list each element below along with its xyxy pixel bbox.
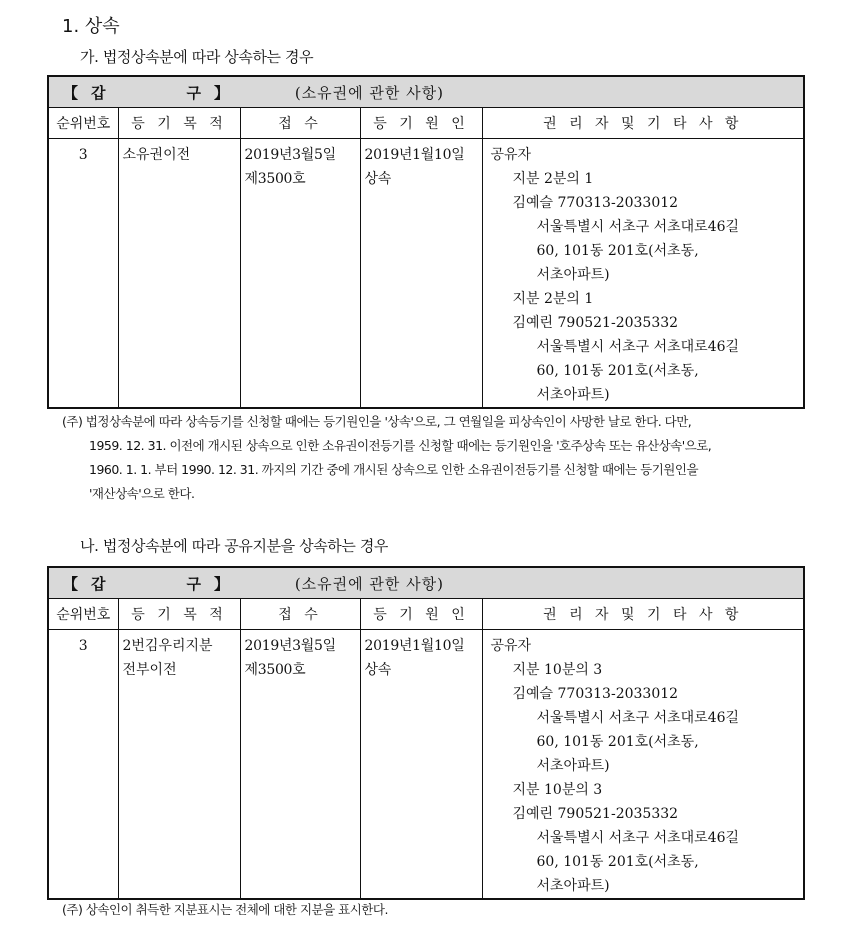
purpose-line: 소유권이전	[122, 147, 191, 163]
cause-date: 2019년1월10일	[364, 147, 465, 163]
rights-line: 김예린 790521-2035332	[512, 806, 679, 822]
col-rank-number: 순위번호	[48, 108, 118, 139]
col-rank-number: 순위번호	[48, 599, 118, 630]
col-receipt: 접 수	[240, 599, 360, 630]
purpose-line: 2번김우리지분	[122, 638, 213, 654]
section-heading: 1. 상속	[62, 16, 120, 37]
cause-type: 상속	[364, 171, 391, 187]
title-cell	[48, 567, 804, 599]
bracket-open: 【	[63, 574, 80, 593]
title-word-gu: 구	[186, 574, 203, 593]
rights-line: 김예린 790521-2035332	[512, 315, 679, 331]
subheading-b: 나. 법정상속분에 따라 공유지분을 상속하는 경우	[80, 537, 389, 555]
rights-line: 서울특별시 서초구 서초대로46길	[536, 339, 740, 355]
table-row	[48, 630, 804, 900]
note-line: (주) 상속인이 취득한 지분표시는 전체에 대한 지분을 표시한다.	[62, 902, 388, 917]
purpose-cell	[118, 139, 240, 409]
note-line: 1959. 12. 31. 이전에 개시된 상속으로 인한 소유권이전등기를 신청할 때에는 등기원인을 '호주상속 또는 유산상속'으로,	[89, 438, 712, 453]
rights-cell	[482, 139, 804, 409]
title-description: (소유권에 관한 사항)	[294, 83, 444, 102]
rights-line: 60, 101동 201호(서초동,	[536, 734, 699, 750]
receipt-number: 제3500호	[244, 662, 306, 678]
receipt-date: 2019년3월5일	[244, 147, 336, 163]
gap-gu-label	[63, 82, 230, 103]
title-cell	[48, 76, 804, 108]
cause-type: 상속	[364, 662, 391, 678]
rights-line: 60, 101동 201호(서초동,	[536, 854, 699, 870]
note-line: 1960. 1. 1. 부터 1990. 12. 31. 까지의 기간 중에 개시된 상속으로 인한 소유권이전등기를 신청할 때에는 등기원인을	[89, 462, 699, 477]
rights-line: 지분 2분의 1	[512, 291, 594, 307]
receipt-number: 제3500호	[244, 171, 306, 187]
cause-date: 2019년1월10일	[364, 638, 465, 654]
rights-line: 지분 10분의 3	[512, 662, 603, 678]
col-cause: 등 기 원 인	[360, 599, 482, 630]
note-b	[62, 898, 822, 922]
receipt-date: 2019년3월5일	[244, 638, 336, 654]
table-title-bar	[48, 76, 804, 108]
rank-cell: 3	[48, 630, 118, 900]
rights-line: 60, 101동 201호(서초동,	[536, 243, 699, 259]
note-line: (주) 법정상속분에 따라 상속등기를 신청할 때에는 등기원인을 '상속'으로, 그 연월일을 피상속인이 사망한 날로 한다. 다만,	[62, 414, 692, 429]
rights-line: 서초아파트)	[536, 878, 610, 894]
col-receipt: 접 수	[240, 108, 360, 139]
rights-line: 지분 10분의 3	[512, 782, 603, 798]
bracket-open: 【	[63, 83, 80, 102]
col-rights: 권 리 자 및 기 타 사 항	[482, 108, 804, 139]
rights-line: 김예슬 770313-2033012	[512, 686, 679, 702]
subheading-a: 가. 법정상속분에 따라 상속하는 경우	[80, 48, 314, 66]
rights-line: 서울특별시 서초구 서초대로46길	[536, 219, 740, 235]
gap-gu-label	[63, 573, 230, 594]
purpose-line: 전부이전	[122, 662, 177, 678]
table-row	[48, 139, 804, 409]
register-table-a	[47, 75, 805, 409]
bracket-close: 】	[214, 83, 231, 102]
cause-cell	[360, 630, 482, 900]
bracket-close: 】	[214, 574, 231, 593]
title-description: (소유권에 관한 사항)	[294, 574, 444, 593]
receipt-cell	[240, 630, 360, 900]
title-word-gap: 갑	[91, 83, 107, 102]
rights-line: 공유자	[490, 147, 532, 163]
cause-cell	[360, 139, 482, 409]
rights-line: 지분 2분의 1	[512, 171, 594, 187]
rights-line: 김예슬 770313-2033012	[512, 195, 679, 211]
rank-cell: 3	[48, 139, 118, 409]
rights-line: 서초아파트)	[536, 758, 610, 774]
title-word-gu: 구	[186, 83, 203, 102]
rights-line: 공유자	[490, 638, 532, 654]
rights-line: 서울특별시 서초구 서초대로46길	[536, 830, 740, 846]
rights-line: 서울특별시 서초구 서초대로46길	[536, 710, 740, 726]
title-word-gap: 갑	[91, 574, 107, 593]
purpose-cell	[118, 630, 240, 900]
receipt-cell	[240, 139, 360, 409]
table-title-bar	[48, 567, 804, 599]
rights-line: 60, 101동 201호(서초동,	[536, 363, 699, 379]
col-purpose: 등 기 목 적	[118, 599, 240, 630]
note-line: '재산상속'으로 한다.	[89, 486, 195, 501]
rights-cell	[482, 630, 804, 900]
col-rights: 권 리 자 및 기 타 사 항	[482, 599, 804, 630]
rights-line: 서초아파트)	[536, 267, 610, 283]
column-header-row	[48, 599, 804, 630]
col-cause: 등 기 원 인	[360, 108, 482, 139]
register-table-b	[47, 566, 805, 900]
col-purpose: 등 기 목 적	[118, 108, 240, 139]
column-header-row	[48, 108, 804, 139]
rights-line: 서초아파트)	[536, 387, 610, 403]
note-a	[62, 410, 822, 506]
